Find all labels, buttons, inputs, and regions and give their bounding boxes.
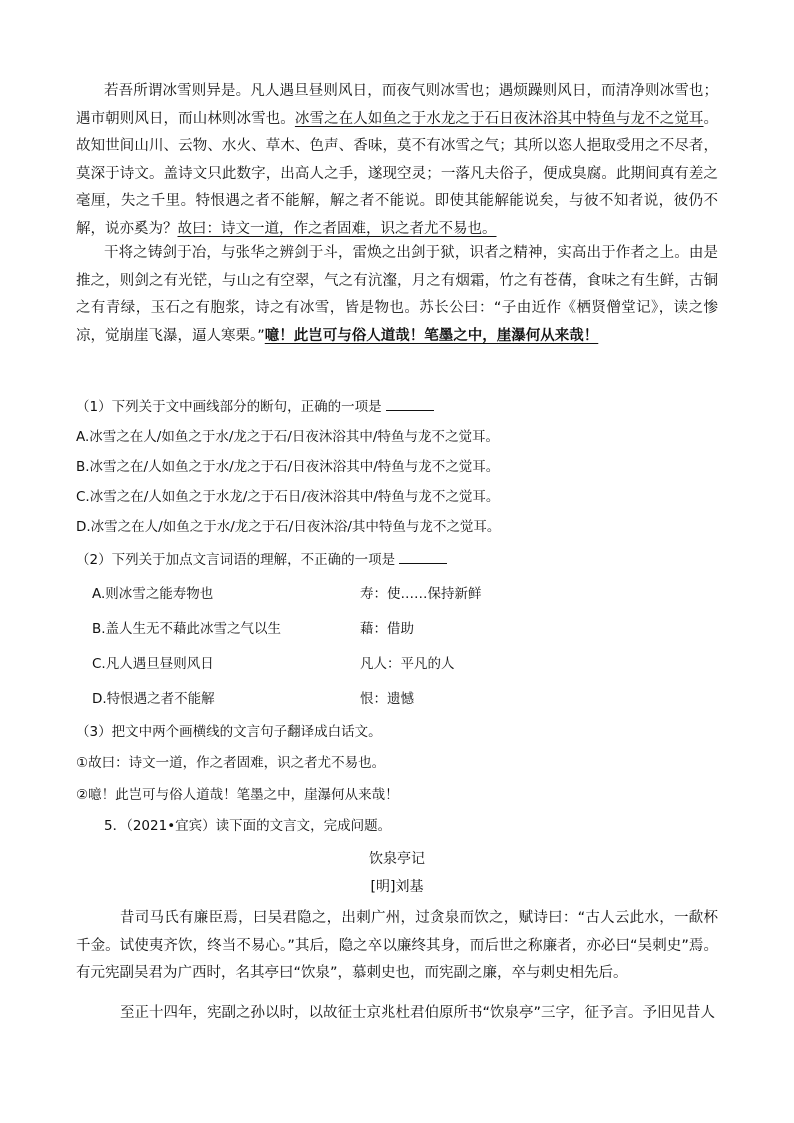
- question-2-stem: [76, 550, 447, 570]
- question-2-item-d-sentence: D.特恨遇之者不能解: [92, 691, 215, 707]
- question-2-item-b-sentence: B.盖人生无不藉此冰雪之气以生: [92, 621, 282, 637]
- question-2-item-c-sentence: C.凡人遇旦昼则风日: [92, 656, 214, 672]
- underlined-sentence-3: 噫！此岂可与俗人道哉！笔墨之中，崖瀑何从来哉！: [264, 327, 599, 344]
- passage1-text-a: 若吾所谓冰雪则异是。凡人遇旦昼则风日，而夜气则冰雪也；遇烦躁则风日，而清净则冰雪也；遇市朝则风日，而山林则冰雪也。: [76, 83, 718, 127]
- passage1-text-b: 。故知世间山川、云物、水火、草木、色声、香味，莫不有冰雪之气；其所以恣人挹取受用之不尽者，莫深于诗文。盖诗文只此数字，出高人之手，遂现空灵；一落凡夫俗子，便成臭腐。此期间真有差之毫厘，失之千里。特恨遇之者不能解，解之者不能说。即使其能解能说矣，与彼不知者说，彼仍不解，说亦奚为？: [76, 110, 719, 237]
- question-1-option-b: B.冰雪之在/人如鱼之于水/龙之于石/日夜沐浴其中/特鱼与龙不之觉耳。: [76, 459, 500, 475]
- underlined-sentence-2: 故曰：诗文一道，作之者固难，识之者尤不易也。: [177, 220, 497, 237]
- question-2-item-a-sentence: A.则冰雪之能寿物也: [92, 586, 214, 602]
- question-3-stem: （3）把文中两个画横线的文言句子翻译成白话文。: [76, 724, 382, 740]
- passage2-paragraph2: 至正十四年，宪副之孙以时，以故征士京兆杜君伯原所书“饮泉亭”三字，征予言。予旧见昔人: [120, 1005, 716, 1021]
- answer-blank: [399, 551, 447, 564]
- question-2-stem-text: （2）下列关于加点文言词语的理解，不正确的一项是: [76, 552, 396, 568]
- answer-blank: [386, 398, 434, 411]
- question-3-item-1: ①故曰：诗文一道，作之者固难，识之者尤不易也。: [76, 755, 386, 771]
- passage2-author: [明]刘基: [370, 879, 424, 895]
- question-2-item-b-meaning: 藉：借助: [360, 621, 414, 637]
- passage2-paragraph1: 昔司马氏有廉臣焉，曰吴君隐之，出刺广州，过贪泉而饮之，赋诗曰：“古人云此水，一歃杯千金。试使夷齐饮，终当不易心。”其后，隐之卒以廉终其身，而后世之称廉者，亦必曰“吴刺史”焉。有元宪副吴君为广西时，名其亭曰“饮泉”，慕刺史也，而宪副之廉，卒与刺史相先后。: [76, 910, 718, 981]
- question-1-stem: [76, 397, 434, 417]
- passage2-title: 饮泉亭记: [369, 851, 425, 867]
- question-5-header: 5．（2021•宜宾）读下面的文言文，完成问题。: [104, 818, 392, 834]
- question-1-option-d: D.冰雪之在人/如鱼之于水/龙之于石/日夜沐浴/其中特鱼与龙不之觉耳。: [76, 519, 501, 535]
- question-1-stem-text: （1）下列关于文中画线部分的断句，正确的一项是: [76, 399, 382, 415]
- passage1-paragraph2: [76, 240, 718, 350]
- question-2-item-d-meaning: 恨：遗憾: [360, 691, 414, 707]
- passage1-paragraph1: [76, 78, 718, 243]
- passage1-text-c: 干将之铸剑于冶，与张华之辨剑于斗，雷焕之出剑于狱，识者之精神，实高出于作者之上。由是推之，则剑之有光铓，与山之有空翠，气之有沆瀣，月之有烟霜，竹之有苍蒨，食味之有生鲜，古铜之有青绿，玉石之有胞浆，诗之有冰雪，皆是物也。苏长公曰：“子由近作《栖贤僧堂记》，读之惨凉，觉崩崖飞瀑，逼人寒栗。”: [76, 245, 718, 344]
- underlined-sentence-1: 冰雪之在人如鱼之于水龙之于石日夜沐浴其中特鱼与龙不之觉耳: [294, 110, 704, 127]
- question-1-option-c: C.冰雪之在/人如鱼之于水龙/之于石日/夜沐浴其中/特鱼与龙不之觉耳。: [76, 489, 500, 505]
- question-1-option-a: A.冰雪之在人/如鱼之于水/龙之于石/日夜沐浴其中/特鱼与龙不之觉耳。: [76, 429, 499, 445]
- question-2-item-a-meaning: 寿：使……保持新鲜: [360, 586, 482, 602]
- question-2-item-c-meaning: 凡人：平凡的人: [360, 656, 455, 672]
- question-3-item-2: ②噫！此岂可与俗人道哉！笔墨之中，崖瀑何从来哉！: [76, 787, 399, 803]
